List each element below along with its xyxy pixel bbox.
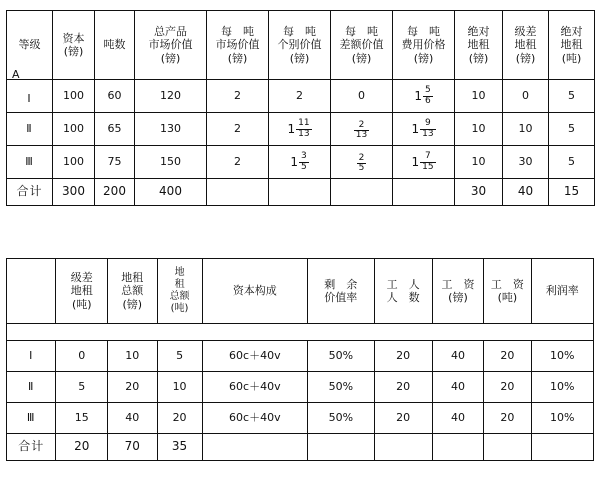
cell-cost-price-per-ton xyxy=(393,80,455,113)
total-individual-value-per-ton xyxy=(269,179,331,206)
cell-differential-rent-pounds: 0 xyxy=(503,80,549,113)
cell-wages-pounds: 40 xyxy=(432,403,484,434)
total-tons: 200 xyxy=(95,179,135,206)
total-absolute-rent-tons: 15 xyxy=(549,179,595,206)
cell-absolute-rent-tons: 5 xyxy=(549,146,595,179)
cell-differential-rent-tons: 15 xyxy=(56,403,108,434)
cell-total-market-value: 150 xyxy=(135,146,207,179)
total-total-rent-pounds: 70 xyxy=(108,434,157,461)
fraction xyxy=(299,152,309,172)
total-label: 合计 xyxy=(7,179,53,206)
cell-tons: 60 xyxy=(95,80,135,113)
total-label: 合计 xyxy=(7,434,56,461)
grade-a-marker: A xyxy=(12,68,21,81)
cell-wages-pounds: 40 xyxy=(432,341,484,372)
fraction-denominator: 13 xyxy=(355,130,368,140)
cell-surplus-value-rate: 50% xyxy=(307,403,374,434)
row-label-3: Ⅲ xyxy=(7,403,56,434)
cell-individual-value-per-ton xyxy=(269,113,331,146)
cell-absolute-rent-pounds: 10 xyxy=(455,80,503,113)
total-capital-composition xyxy=(202,434,307,461)
header-profit-rate: 利润率 xyxy=(531,259,593,324)
header-cost-price-per-ton: 每 吨 费用价格 (镑) xyxy=(393,11,455,80)
fraction-numerator: 9 xyxy=(424,118,431,129)
row-label-text: Ⅰ xyxy=(27,92,32,106)
header-individual-value-per-ton: 每 吨 个别价值 (镑) xyxy=(269,11,331,80)
fraction xyxy=(423,86,433,106)
total-difference-value-per-ton xyxy=(331,179,393,206)
row-label-1 xyxy=(7,68,53,113)
cell-capital-composition: 60c＋40v xyxy=(202,403,307,434)
fraction-whole: 1 xyxy=(414,89,422,103)
cell-total-market-value: 120 xyxy=(135,80,207,113)
cell-capital: 100 xyxy=(53,146,95,179)
total-wages-tons xyxy=(484,434,531,461)
header-absolute-rent-pounds: 绝对 地租 (镑) xyxy=(455,11,503,80)
header-wages-tons: 工 资 (吨) xyxy=(484,259,531,324)
cell-market-value-per-ton: 2 xyxy=(207,80,269,113)
cell-workers: 20 xyxy=(374,341,432,372)
cell-total-market-value: 130 xyxy=(135,113,207,146)
cell-wages-tons: 20 xyxy=(484,372,531,403)
cell-absolute-rent-tons: 5 xyxy=(549,80,595,113)
rent-table-upper xyxy=(6,10,595,206)
cell-wages-pounds: 40 xyxy=(432,372,484,403)
header-surplus-value-rate: 剩 余 价值率 xyxy=(307,259,374,324)
cell-wages-tons: 20 xyxy=(484,403,531,434)
cell-surplus-value-rate: 50% xyxy=(307,372,374,403)
cell-differential-rent-tons: 5 xyxy=(56,372,108,403)
cell-differential-rent-pounds: 30 xyxy=(503,146,549,179)
total-wages-pounds xyxy=(432,434,484,461)
header-workers: 工 人 人 数 xyxy=(374,259,432,324)
total-total-rent-tons: 35 xyxy=(157,434,202,461)
total-capital: 300 xyxy=(53,179,95,206)
fraction-numerator: 5 xyxy=(424,85,431,96)
fraction-whole: 1 xyxy=(411,155,420,169)
fraction-denominator: 15 xyxy=(422,161,434,172)
cell-cost-price-per-ton xyxy=(393,113,455,146)
cell-wages-tons: 20 xyxy=(484,341,531,372)
cell-workers: 20 xyxy=(374,372,432,403)
cell-capital-composition: 60c＋40v xyxy=(202,341,307,372)
cell-market-value-per-ton: 2 xyxy=(207,113,269,146)
cell-total-rent-tons: 5 xyxy=(157,341,202,372)
total-differential-rent-tons: 20 xyxy=(56,434,108,461)
row-label-3: Ⅲ xyxy=(7,146,53,179)
cell-differential-rent-tons: 0 xyxy=(56,341,108,372)
table-row xyxy=(7,146,595,179)
table-total-row xyxy=(7,434,594,461)
cell-absolute-rent-pounds: 10 xyxy=(455,146,503,179)
cell-difference-value-per-ton xyxy=(331,146,393,179)
total-market-value-per-ton xyxy=(207,179,269,206)
fraction xyxy=(420,152,435,172)
cell-profit-rate: 10% xyxy=(531,403,593,434)
cell-absolute-rent-pounds: 10 xyxy=(455,113,503,146)
fraction-whole: 1 xyxy=(411,122,420,136)
table-row xyxy=(7,341,594,372)
total-workers xyxy=(374,434,432,461)
fraction-numerator: 2 xyxy=(358,119,365,130)
total-differential-rent-pounds: 40 xyxy=(503,179,549,206)
row-label-2: Ⅱ xyxy=(7,113,53,146)
header-capital: 资本 (镑) xyxy=(53,11,95,80)
cell-capital: 100 xyxy=(53,80,95,113)
fraction-denominator: 5 xyxy=(358,163,365,173)
header-differential-rent-tons: 级差 地租 (吨) xyxy=(56,259,108,324)
cell-profit-rate: 10% xyxy=(531,372,593,403)
spacer-cell xyxy=(7,324,594,341)
header-tons: 吨数 xyxy=(95,11,135,80)
cell-total-rent-tons: 10 xyxy=(157,372,202,403)
fraction-whole: 1 xyxy=(287,122,296,136)
fraction-numerator: 3 xyxy=(300,151,307,162)
cell-tons: 75 xyxy=(95,146,135,179)
cell-market-value-per-ton: 2 xyxy=(207,146,269,179)
fraction-denominator: 6 xyxy=(424,95,431,106)
cell-absolute-rent-tons: 5 xyxy=(549,113,595,146)
cell-difference-value-per-ton: 0 xyxy=(331,80,393,113)
fraction xyxy=(357,154,367,174)
cell-workers: 20 xyxy=(374,403,432,434)
table-row xyxy=(7,113,595,146)
table-header-row xyxy=(7,259,594,324)
fraction xyxy=(420,119,435,139)
fraction-numerator: 2 xyxy=(358,152,365,163)
total-absolute-rent-pounds: 30 xyxy=(455,179,503,206)
cell-total-rent-pounds: 40 xyxy=(108,403,157,434)
header-capital-composition: 资本构成 xyxy=(202,259,307,324)
header-absolute-rent-tons: 绝对 地租 (吨) xyxy=(549,11,595,80)
total-surplus-value-rate xyxy=(307,434,374,461)
header-wages-pounds: 工 资 (镑) xyxy=(432,259,484,324)
spacer-row xyxy=(7,324,594,341)
table-total-row xyxy=(7,179,595,206)
cell-total-rent-tons: 20 xyxy=(157,403,202,434)
table-row xyxy=(7,403,594,434)
total-total-market-value: 400 xyxy=(135,179,207,206)
table-row xyxy=(7,80,595,113)
header-difference-value-per-ton: 每 吨 差额价值 (镑) xyxy=(331,11,393,80)
fraction-numerator: 11 xyxy=(298,118,310,129)
fraction-numerator: 7 xyxy=(424,151,431,162)
row-label-2: Ⅱ xyxy=(7,372,56,403)
fraction xyxy=(354,121,369,141)
cell-individual-value-per-ton xyxy=(269,146,331,179)
cell-capital: 100 xyxy=(53,113,95,146)
cell-cost-price-per-ton xyxy=(393,146,455,179)
table-header-row xyxy=(7,11,595,80)
fraction-denominator: 13 xyxy=(298,128,310,139)
cell-profit-rate: 10% xyxy=(531,341,593,372)
cell-individual-value-per-ton: 2 xyxy=(269,80,331,113)
total-profit-rate xyxy=(531,434,593,461)
cell-surplus-value-rate: 50% xyxy=(307,341,374,372)
header-total-rent-tons: 地 租 总额 (吨) xyxy=(157,259,202,324)
cell-tons: 65 xyxy=(95,113,135,146)
header-blank xyxy=(7,259,56,324)
total-cost-price-per-ton xyxy=(393,179,455,206)
header-differential-rent-pounds: 级差 地租 (镑) xyxy=(503,11,549,80)
header-grade: 等级 xyxy=(7,11,53,80)
row-label-1: Ⅰ xyxy=(7,341,56,372)
table-row xyxy=(7,372,594,403)
header-total-rent-pounds: 地租 总额 (镑) xyxy=(108,259,157,324)
rent-table-lower xyxy=(6,258,594,461)
header-total-market-value: 总产品 市场价值 (镑) xyxy=(135,11,207,80)
cell-difference-value-per-ton xyxy=(331,113,393,146)
header-market-value-per-ton: 每 吨 市场价值 (镑) xyxy=(207,11,269,80)
fraction-whole: 1 xyxy=(290,155,298,169)
fraction-denominator: 5 xyxy=(300,161,307,172)
cell-total-rent-pounds: 20 xyxy=(108,372,157,403)
cell-differential-rent-pounds: 10 xyxy=(503,113,549,146)
cell-total-rent-pounds: 10 xyxy=(108,341,157,372)
cell-capital-composition: 60c＋40v xyxy=(202,372,307,403)
fraction-denominator: 13 xyxy=(422,128,434,139)
fraction xyxy=(296,119,311,139)
